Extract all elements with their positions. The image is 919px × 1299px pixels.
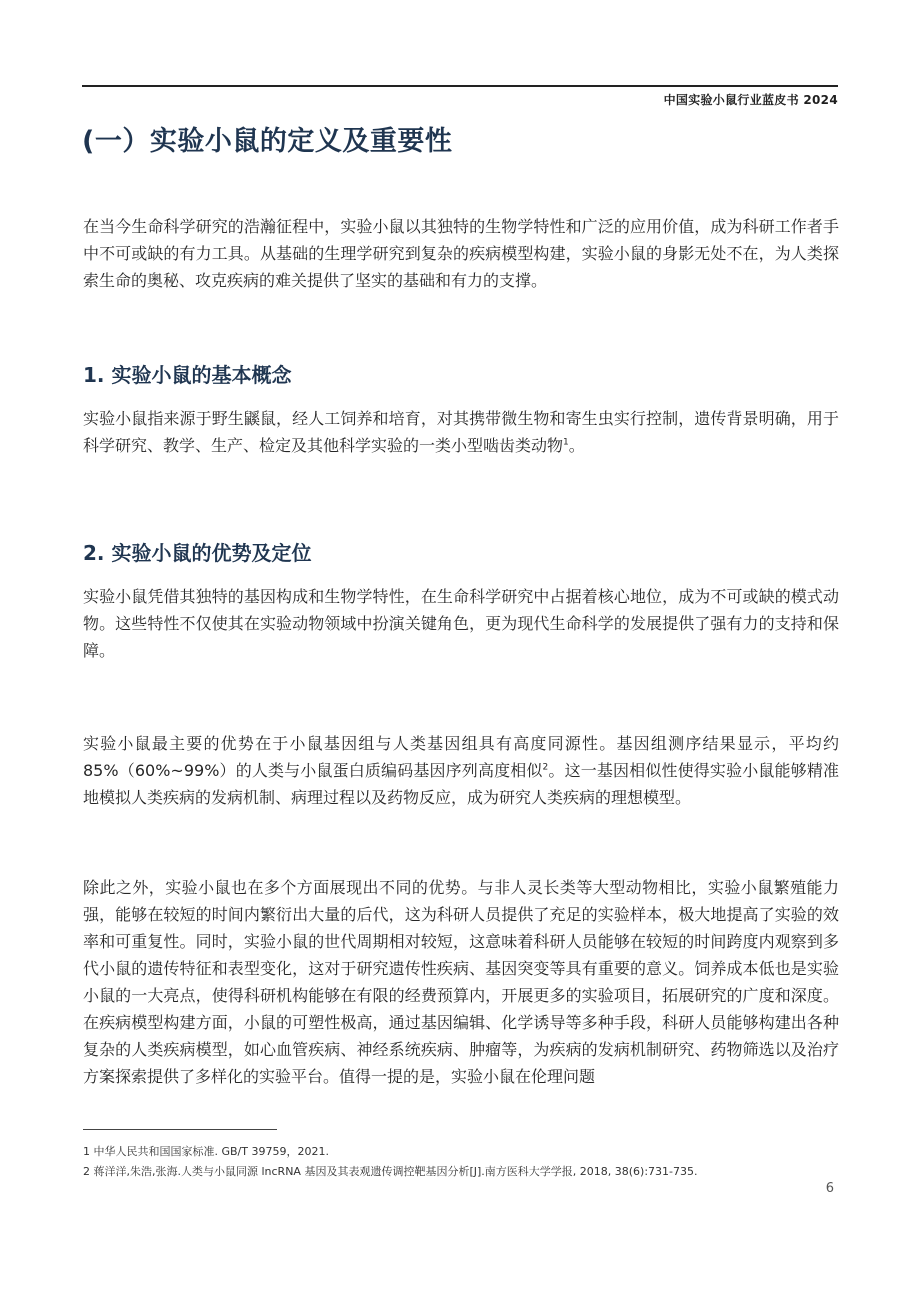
footnote-ref-1[interactable]: 1 bbox=[563, 437, 569, 448]
subsection-1-paragraph bbox=[83, 405, 839, 459]
subsection-2-heading: 2. 实验小鼠的优势及定位 bbox=[83, 541, 312, 565]
subsection-2-paragraph-3: 除此之外，实验小鼠也在多个方面展现出不同的优势。与非人灵长类等大型动物相比，实验小鼠繁殖能力强，能够在较短的时间内繁衍出大量的后代，这为科研人员提供了充足的实验样本，极大地提高了实验的效率和可重复性。同时，实验小鼠的世代周期相对较短，这意味着科研人员能够在较短的时间跨度内观察到多代小鼠的遗传特征和表型变化，这对于研究遗传性疾病、基因突变等具有重要的意义。饲养成本低也是实验小鼠的一大亮点，使得科研机构能够在有限的经费预算内，开展更多的实验项目，拓展研究的广度和深度。在疾病模型构建方面，小鼠的可塑性极高，通过基因编辑、化学诱导等多种手段，科研人员能够构建出各种复杂的人类疾病模型，如心血管疾病、神经系统疾病、肿瘤等，为疾病的发病机制研究、药物筛选以及治疗方案探索提供了多样化的实验平台。值得一提的是，实验小鼠在伦理问题 bbox=[83, 878, 839, 1086]
header-rule bbox=[82, 85, 838, 87]
footnote-rule bbox=[83, 1129, 277, 1130]
subsection-2-paragraph-2 bbox=[83, 730, 839, 811]
subsection-2-paragraph-2-text-end: 。这一基因相似性使得实验小鼠能够精准地模拟人类疾病的发病机制、病理过程以及药物反应，成为研究人类疾病的理想模型。 bbox=[83, 761, 839, 807]
running-header: 中国实验小鼠行业蓝皮书 2024 bbox=[663, 93, 838, 107]
section-title: (一）实验小鼠的定义及重要性 bbox=[82, 126, 453, 157]
subsection-1-heading: 1. 实验小鼠的基本概念 bbox=[83, 363, 292, 387]
subsection-1-text: 实验小鼠指来源于野生鼷鼠，经人工饲养和培育，对其携带微生物和寄生虫实行控制，遗传背景明确，用于科学研究、教学、生产、检定及其他科学实验的一类小型啮齿类动物 bbox=[83, 409, 839, 455]
page-number: 6 bbox=[825, 1181, 834, 1196]
subsection-2-paragraph-1: 实验小鼠凭借其独特的基因构成和生物学特性，在生命科学研究中占据着核心地位，成为不可或缺的模式动物。这些特性不仅使其在实验动物领域中扮演关键角色，更为现代生命科学的发展提供了强有力的支持和保障。 bbox=[83, 587, 839, 660]
subsection-2-paragraph-2-text: 实验小鼠最主要的优势在于小鼠基因组与人类基因组具有高度同源性。基因组测序结果显示，平均约85%（60%~99%）的人类与小鼠蛋白质编码基因序列高度相似 bbox=[83, 734, 839, 780]
intro-paragraph: 在当今生命科学研究的浩瀚征程中，实验小鼠以其独特的生物学特性和广泛的应用价值，成为科研工作者手中不可或缺的有力工具。从基础的生理学研究到复杂的疾病模型构建，实验小鼠的身影无处不在，为人类探索生命的奥秘、攻克疾病的难关提供了坚实的基础和有力的支撑。 bbox=[83, 217, 839, 290]
subsection-1-text-end: 。 bbox=[568, 436, 585, 455]
footnote-2: 2 蒋洋洋,朱浩,张海.人类与小鼠同源 lncRNA 基因及其表观遗传调控靶基因分析[J].南方医科大学学报, 2018, 38(6):731-735. bbox=[83, 1165, 698, 1178]
footnote-ref-2[interactable]: 2 bbox=[542, 762, 549, 773]
footnote-1: 1 中华人民共和国国家标准. GB/T 39759，2021. bbox=[83, 1145, 329, 1158]
